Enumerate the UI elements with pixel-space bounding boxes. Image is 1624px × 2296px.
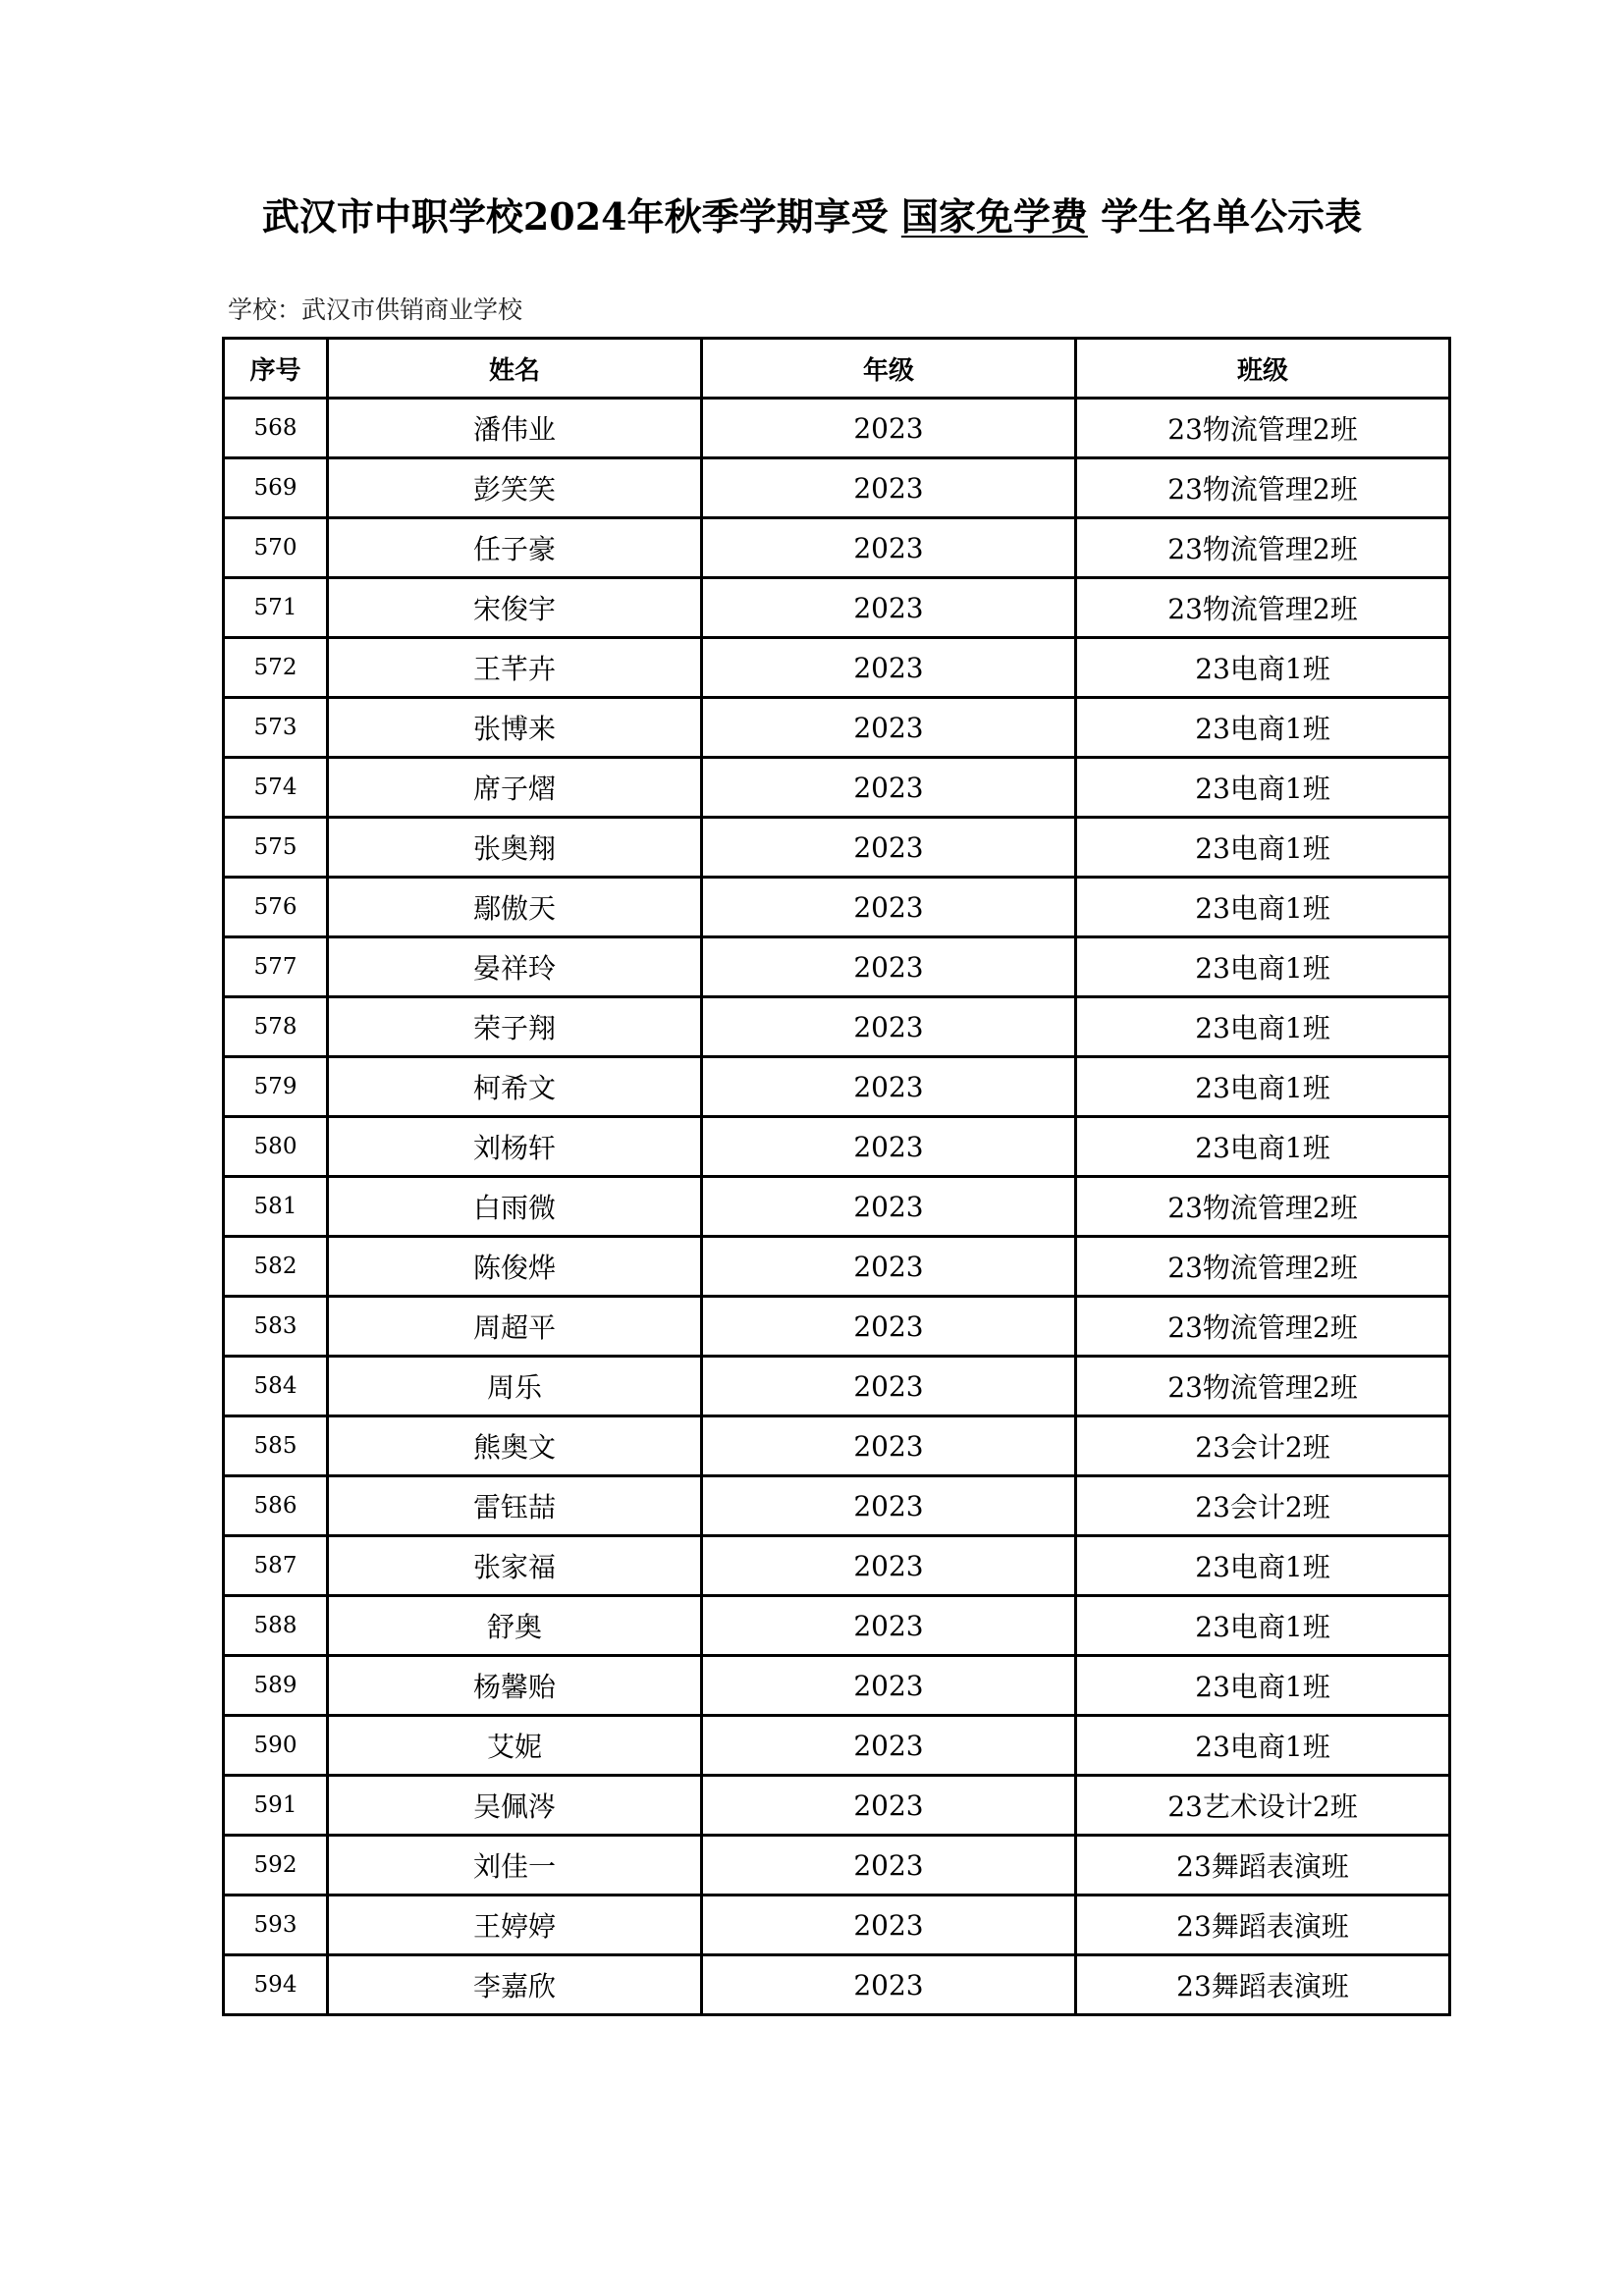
cell-grade: 2023 [702, 1536, 1076, 1596]
table-row [224, 1836, 1450, 1896]
cell-class: 23电商1班 [1076, 997, 1450, 1057]
cell-class: 23物流管理2班 [1076, 578, 1450, 638]
cell-name: 彭笑笑 [328, 458, 702, 518]
cell-grade: 2023 [702, 578, 1076, 638]
cell-name: 白雨微 [328, 1177, 702, 1237]
table-row [224, 1656, 1450, 1716]
cell-name: 王婷婷 [328, 1896, 702, 1955]
cell-seq: 594 [224, 1955, 328, 2015]
header-seq: 序号 [224, 339, 328, 399]
cell-seq: 568 [224, 399, 328, 458]
cell-grade: 2023 [702, 1117, 1076, 1177]
table-row [224, 1896, 1450, 1955]
cell-name: 杨馨贻 [328, 1656, 702, 1716]
cell-seq: 579 [224, 1057, 328, 1117]
table-row [224, 1476, 1450, 1536]
cell-grade: 2023 [702, 937, 1076, 997]
cell-seq: 586 [224, 1476, 328, 1536]
cell-seq: 581 [224, 1177, 328, 1237]
cell-seq: 582 [224, 1237, 328, 1297]
cell-seq: 571 [224, 578, 328, 638]
table-row [224, 937, 1450, 997]
table-row [224, 1596, 1450, 1656]
cell-seq: 570 [224, 518, 328, 578]
cell-name: 柯希文 [328, 1057, 702, 1117]
table-row [224, 1716, 1450, 1776]
cell-name: 张博来 [328, 698, 702, 758]
cell-name: 吴佩涔 [328, 1776, 702, 1836]
table-row [224, 1237, 1450, 1297]
cell-class: 23电商1班 [1076, 878, 1450, 937]
cell-seq: 578 [224, 997, 328, 1057]
cell-seq: 588 [224, 1596, 328, 1656]
cell-name: 周乐 [328, 1357, 702, 1416]
cell-class: 23电商1班 [1076, 1057, 1450, 1117]
cell-class: 23电商1班 [1076, 698, 1450, 758]
cell-name: 潘伟业 [328, 399, 702, 458]
cell-grade: 2023 [702, 1237, 1076, 1297]
cell-grade: 2023 [702, 1955, 1076, 2015]
cell-class: 23电商1班 [1076, 1716, 1450, 1776]
table-row [224, 1177, 1450, 1237]
title-prefix: 武汉市中职学校2024年秋季学期享受 [261, 194, 889, 239]
cell-grade: 2023 [702, 878, 1076, 937]
cell-class: 23物流管理2班 [1076, 1177, 1450, 1237]
cell-seq: 587 [224, 1536, 328, 1596]
cell-name: 陈俊烨 [328, 1237, 702, 1297]
cell-name: 周超平 [328, 1297, 702, 1357]
cell-seq: 576 [224, 878, 328, 937]
cell-name: 艾妮 [328, 1716, 702, 1776]
cell-seq: 590 [224, 1716, 328, 1776]
table-row [224, 458, 1450, 518]
cell-class: 23物流管理2班 [1076, 1357, 1450, 1416]
cell-seq: 585 [224, 1416, 328, 1476]
cell-class: 23舞蹈表演班 [1076, 1955, 1450, 2015]
cell-class: 23舞蹈表演班 [1076, 1836, 1450, 1896]
cell-grade: 2023 [702, 698, 1076, 758]
table-row [224, 1117, 1450, 1177]
cell-name: 刘佳一 [328, 1836, 702, 1896]
table-row [224, 698, 1450, 758]
cell-class: 23物流管理2班 [1076, 1297, 1450, 1357]
cell-grade: 2023 [702, 1416, 1076, 1476]
table-row [224, 818, 1450, 878]
table-row [224, 1416, 1450, 1476]
cell-class: 23电商1班 [1076, 638, 1450, 698]
document-title [0, 187, 1624, 240]
title-highlight: 国家免学费 [900, 194, 1088, 239]
student-roster-table [222, 337, 1451, 2016]
cell-class: 23艺术设计2班 [1076, 1776, 1450, 1836]
table-row [224, 758, 1450, 818]
cell-name: 宋俊宇 [328, 578, 702, 638]
cell-grade: 2023 [702, 1656, 1076, 1716]
cell-grade: 2023 [702, 1776, 1076, 1836]
table-row [224, 1776, 1450, 1836]
cell-class: 23电商1班 [1076, 1596, 1450, 1656]
cell-grade: 2023 [702, 1177, 1076, 1237]
header-name: 姓名 [328, 339, 702, 399]
table-header-row [224, 339, 1450, 399]
cell-name: 李嘉欣 [328, 1955, 702, 2015]
cell-class: 23电商1班 [1076, 758, 1450, 818]
cell-seq: 583 [224, 1297, 328, 1357]
cell-name: 荣子翔 [328, 997, 702, 1057]
cell-name: 王芊卉 [328, 638, 702, 698]
cell-grade: 2023 [702, 758, 1076, 818]
table-row [224, 1297, 1450, 1357]
cell-grade: 2023 [702, 638, 1076, 698]
table-row [224, 1536, 1450, 1596]
cell-class: 23物流管理2班 [1076, 399, 1450, 458]
cell-grade: 2023 [702, 458, 1076, 518]
cell-seq: 592 [224, 1836, 328, 1896]
cell-class: 23舞蹈表演班 [1076, 1896, 1450, 1955]
cell-seq: 573 [224, 698, 328, 758]
table-row [224, 1057, 1450, 1117]
cell-name: 席子熠 [328, 758, 702, 818]
cell-grade: 2023 [702, 1596, 1076, 1656]
cell-class: 23物流管理2班 [1076, 458, 1450, 518]
cell-seq: 574 [224, 758, 328, 818]
table-row [224, 878, 1450, 937]
cell-seq: 591 [224, 1776, 328, 1836]
cell-grade: 2023 [702, 1896, 1076, 1955]
cell-seq: 584 [224, 1357, 328, 1416]
cell-grade: 2023 [702, 399, 1076, 458]
header-grade: 年级 [702, 339, 1076, 399]
cell-seq: 572 [224, 638, 328, 698]
table-row [224, 1357, 1450, 1416]
cell-class: 23会计2班 [1076, 1476, 1450, 1536]
school-label: 学校：武汉市供销商业学校 [228, 295, 523, 324]
cell-grade: 2023 [702, 818, 1076, 878]
header-class: 班级 [1076, 339, 1450, 399]
cell-grade: 2023 [702, 997, 1076, 1057]
cell-grade: 2023 [702, 1357, 1076, 1416]
cell-class: 23电商1班 [1076, 1117, 1450, 1177]
title-suffix: 学生名单公示表 [1101, 194, 1363, 239]
table-row [224, 638, 1450, 698]
cell-seq: 575 [224, 818, 328, 878]
cell-class: 23电商1班 [1076, 1656, 1450, 1716]
cell-seq: 580 [224, 1117, 328, 1177]
cell-name: 张家福 [328, 1536, 702, 1596]
cell-name: 熊奥文 [328, 1416, 702, 1476]
cell-name: 晏祥玲 [328, 937, 702, 997]
table-body [224, 399, 1450, 2015]
cell-name: 任子豪 [328, 518, 702, 578]
cell-class: 23会计2班 [1076, 1416, 1450, 1476]
table-row [224, 518, 1450, 578]
cell-class: 23物流管理2班 [1076, 1237, 1450, 1297]
cell-name: 雷钰喆 [328, 1476, 702, 1536]
cell-class: 23电商1班 [1076, 937, 1450, 997]
cell-seq: 577 [224, 937, 328, 997]
cell-grade: 2023 [702, 1476, 1076, 1536]
cell-class: 23电商1班 [1076, 818, 1450, 878]
cell-seq: 569 [224, 458, 328, 518]
cell-class: 23电商1班 [1076, 1536, 1450, 1596]
table-row [224, 997, 1450, 1057]
cell-grade: 2023 [702, 1716, 1076, 1776]
table-row [224, 578, 1450, 638]
cell-seq: 589 [224, 1656, 328, 1716]
cell-name: 舒奥 [328, 1596, 702, 1656]
cell-class: 23物流管理2班 [1076, 518, 1450, 578]
cell-grade: 2023 [702, 1836, 1076, 1896]
table-row [224, 1955, 1450, 2015]
cell-name: 刘杨轩 [328, 1117, 702, 1177]
cell-name: 张奥翔 [328, 818, 702, 878]
table-row [224, 399, 1450, 458]
cell-grade: 2023 [702, 518, 1076, 578]
cell-grade: 2023 [702, 1297, 1076, 1357]
cell-seq: 593 [224, 1896, 328, 1955]
cell-name: 鄢傲天 [328, 878, 702, 937]
cell-grade: 2023 [702, 1057, 1076, 1117]
